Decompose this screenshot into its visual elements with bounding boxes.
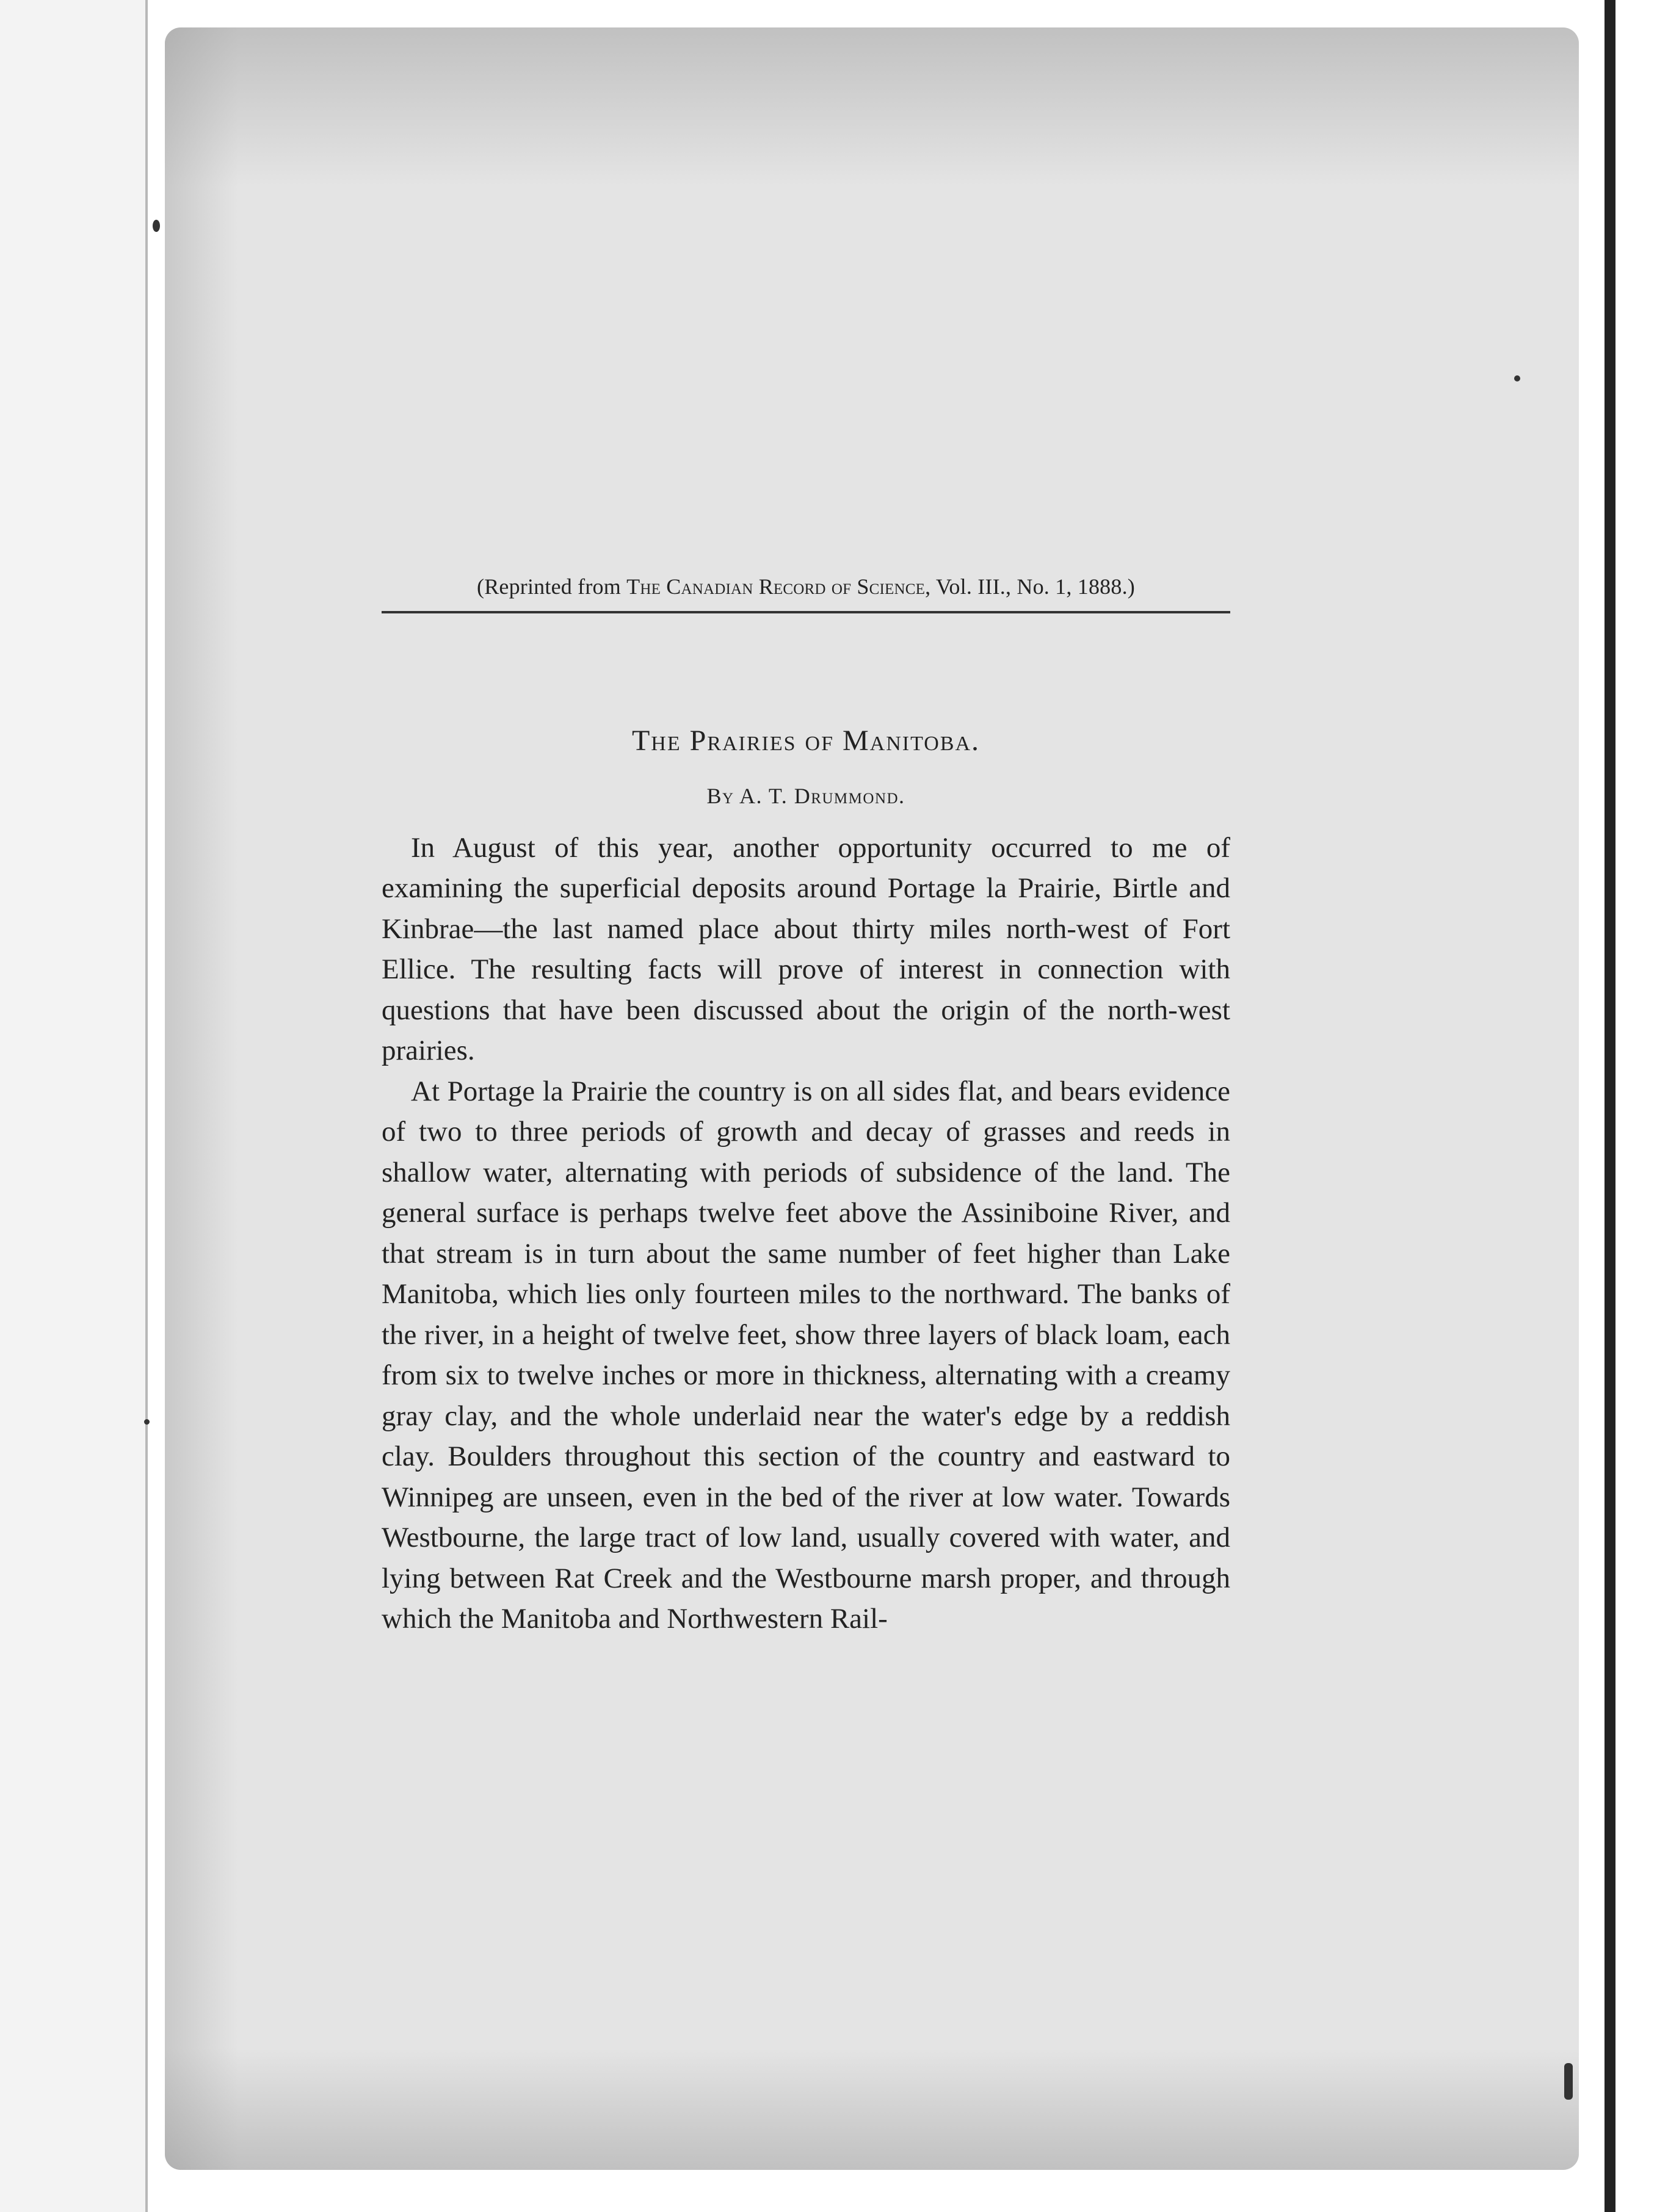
scan-spine-edge <box>145 0 148 2212</box>
scan-speck <box>144 1419 150 1425</box>
scan-speck <box>1514 375 1520 381</box>
page-shadow-left <box>165 27 238 2170</box>
body-paragraph: At Portage la Prairie the country is on all sides flat, and bears evidence of two to three periods of growth and decay of grasses and reeds in shallow water, alternating with periods of subsidence of the land. The general surface is perhaps twelve feet above the Assiniboine River, and that stream is in turn about the same number of feet higher than Lake Manitoba, which lies only fourteen miles to the northward. The banks of the river, in a height of twelve feet, show three layers of black loam, each from six to twelve inches or more in thickness, alternating with a creamy gray clay, and the whole underlaid near the water's edge by a reddish clay. Boulders throughout this section of the country and eastward to Winnipeg are unseen, even in the bed of the river at low water. Towards Westbourne, the large tract of low land, usually covered with water, and lying between Rat Creek and the Westbourne marsh proper, and through which the Manitoba and Northwestern Rail- <box>382 1075 1230 1635</box>
scan-speck <box>153 220 160 232</box>
page-shadow-top <box>165 27 1579 186</box>
page-shadow-bottom <box>165 2048 1579 2170</box>
scan-right-border <box>1605 0 1615 2212</box>
journal-name: The Canadian Record of Science <box>626 574 926 599</box>
document-content <box>382 574 1230 1639</box>
scan-speck <box>1564 2063 1573 2100</box>
reprint-suffix: , Vol. III., No. 1, 1888.) <box>925 574 1135 599</box>
reprint-prefix: (Reprinted from <box>477 574 627 599</box>
reprint-notice <box>382 574 1230 613</box>
body-paragraph: In August of this year, another opportunity occurred to me of examining the superficial deposits around Portage la Prairie, Birtle and Kinbrae—the last named place about thirty miles north-west of Fort Ellice. The resulting facts will prove of interest in connection with questions that have been discussed about the origin of the north-west prairies. <box>382 831 1230 1067</box>
article-title: The Prairies of Manitoba. <box>631 725 981 757</box>
scan-right-margin <box>1615 0 1668 2212</box>
article-author: By A. T. Drummond. <box>706 783 905 808</box>
scan-left-margin <box>0 0 147 2212</box>
